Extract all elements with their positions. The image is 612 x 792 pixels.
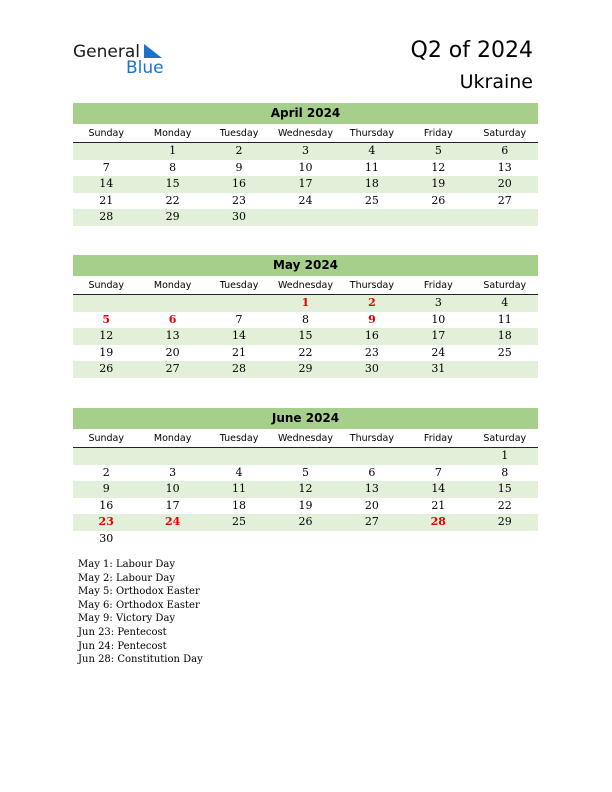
month-header: June 2024 xyxy=(73,408,538,429)
day-cell xyxy=(405,448,471,465)
day-cell: 2 xyxy=(102,465,110,479)
day-cell: 22 xyxy=(298,345,313,359)
day-cell: 7 xyxy=(434,465,442,479)
holiday-note: Jun 28: Constitution Day xyxy=(78,654,203,666)
day-cell: 13 xyxy=(364,482,379,496)
month-calendar-may xyxy=(73,255,538,378)
day-cell: 25 xyxy=(497,345,512,359)
weekday-label: Wednesday xyxy=(277,433,333,444)
day-cell: 10 xyxy=(165,482,180,496)
weekday-label: Saturday xyxy=(483,433,527,444)
weekday-label: Friday xyxy=(423,280,453,291)
day-cell: 23 xyxy=(98,515,114,529)
month-calendar-june xyxy=(73,408,538,548)
day-cell: 5 xyxy=(102,312,111,326)
day-cell: 20 xyxy=(364,498,379,512)
day-cell: 12 xyxy=(431,160,446,174)
weekday-label: Thursday xyxy=(349,280,394,291)
day-cell: 8 xyxy=(169,160,177,174)
day-cell: 28 xyxy=(430,515,446,529)
day-cell: 19 xyxy=(99,345,114,359)
day-cell xyxy=(272,531,338,548)
day-cell: 1 xyxy=(169,144,177,157)
day-cell: 17 xyxy=(431,329,446,343)
day-cell: 8 xyxy=(301,312,309,326)
week-row xyxy=(73,328,538,345)
day-cell: 14 xyxy=(232,329,247,343)
day-cell: 20 xyxy=(497,177,512,191)
weekday-label: Saturday xyxy=(483,128,527,139)
month-header: April 2024 xyxy=(73,103,538,124)
day-cell: 25 xyxy=(364,193,379,207)
day-cell: 17 xyxy=(165,498,180,512)
day-cell xyxy=(139,295,205,312)
day-cell: 17 xyxy=(298,177,313,191)
logo-text-general: General xyxy=(73,42,140,62)
week-row xyxy=(73,531,538,548)
day-cell: 26 xyxy=(431,193,446,207)
day-cell: 24 xyxy=(164,515,181,529)
day-cell: 8 xyxy=(501,465,509,479)
holiday-note: May 5: Orthodox Easter xyxy=(78,586,200,598)
week-row xyxy=(73,498,538,515)
day-cell: 22 xyxy=(497,498,512,512)
day-cell: 6 xyxy=(368,465,376,479)
day-cell xyxy=(472,531,538,548)
week-row xyxy=(73,361,538,378)
day-cell: 7 xyxy=(102,160,110,174)
day-cell: 27 xyxy=(364,515,379,529)
day-cell: 12 xyxy=(298,482,313,496)
day-cell: 12 xyxy=(99,329,114,343)
day-cell: 15 xyxy=(497,482,512,496)
day-cell xyxy=(339,531,405,548)
day-cell: 29 xyxy=(298,362,313,376)
holiday-note: Jun 23: Pentecost xyxy=(78,626,167,638)
logo-flag-icon xyxy=(142,44,164,60)
day-cell: 3 xyxy=(169,465,177,479)
weekday-header-row xyxy=(73,278,538,295)
holiday-note: May 6: Orthodox Easter xyxy=(78,599,200,611)
day-cell: 13 xyxy=(165,329,180,343)
brand-logo xyxy=(73,42,173,78)
day-cell: 4 xyxy=(501,296,509,309)
day-cell: 26 xyxy=(99,362,114,376)
week-row xyxy=(73,176,538,193)
day-cell: 27 xyxy=(497,193,512,207)
day-cell: 30 xyxy=(364,362,379,376)
weekday-label: Sunday xyxy=(88,128,124,139)
day-cell: 19 xyxy=(298,498,313,512)
weekday-label: Monday xyxy=(153,128,192,139)
day-cell xyxy=(339,448,405,465)
day-cell xyxy=(472,209,538,226)
day-cell xyxy=(73,143,139,160)
day-cell: 10 xyxy=(298,160,313,174)
day-cell: 13 xyxy=(497,160,512,174)
week-row xyxy=(73,143,538,160)
day-cell: 21 xyxy=(232,345,247,359)
week-row xyxy=(73,514,538,531)
day-cell: 24 xyxy=(298,193,313,207)
holiday-notes xyxy=(78,558,203,667)
day-cell: 21 xyxy=(99,193,114,207)
weekday-label: Wednesday xyxy=(277,128,333,139)
day-cell: 30 xyxy=(99,531,114,545)
day-cell: 6 xyxy=(501,144,509,157)
logo-text-blue: Blue xyxy=(126,58,164,78)
day-cell: 25 xyxy=(232,515,247,529)
weekday-header-row xyxy=(73,126,538,143)
day-cell: 2 xyxy=(368,296,376,309)
week-row xyxy=(73,345,538,362)
day-cell: 26 xyxy=(298,515,313,529)
day-cell: 2 xyxy=(235,144,243,157)
day-cell: 28 xyxy=(99,210,114,224)
holiday-note: Jun 24: Pentecost xyxy=(78,640,167,652)
week-row xyxy=(73,193,538,210)
day-cell: 18 xyxy=(232,498,247,512)
day-cell: 6 xyxy=(168,312,177,326)
day-cell: 21 xyxy=(431,498,446,512)
holiday-note: May 9: Victory Day xyxy=(78,613,176,625)
day-cell: 11 xyxy=(232,482,247,496)
holiday-note: May 2: Labour Day xyxy=(78,572,175,584)
day-cell: 23 xyxy=(232,193,247,207)
week-row xyxy=(73,481,538,498)
day-cell: 1 xyxy=(501,449,509,462)
day-cell xyxy=(206,295,272,312)
day-cell: 18 xyxy=(364,177,379,191)
day-cell xyxy=(73,295,139,312)
day-cell: 18 xyxy=(497,329,512,343)
day-cell: 5 xyxy=(301,465,309,479)
weekday-label: Thursday xyxy=(349,433,394,444)
day-cell xyxy=(405,531,471,548)
weekday-label: Tuesday xyxy=(219,128,259,139)
day-cell: 7 xyxy=(235,312,243,326)
weekday-header-row xyxy=(73,431,538,448)
day-cell: 23 xyxy=(364,345,379,359)
week-row xyxy=(73,465,538,482)
day-cell: 15 xyxy=(298,329,313,343)
day-cell xyxy=(472,361,538,378)
day-cell: 22 xyxy=(165,193,180,207)
day-cell: 10 xyxy=(431,312,446,326)
day-cell xyxy=(405,209,471,226)
day-cell: 27 xyxy=(165,362,180,376)
weekday-label: Friday xyxy=(423,128,453,139)
week-row xyxy=(73,209,538,226)
week-row xyxy=(73,312,538,329)
week-row xyxy=(73,448,538,465)
day-cell: 24 xyxy=(431,345,446,359)
day-cell: 15 xyxy=(165,177,180,191)
day-cell: 4 xyxy=(235,465,243,479)
week-row xyxy=(73,295,538,312)
holiday-note: May 1: Labour Day xyxy=(78,559,175,570)
day-cell: 9 xyxy=(102,482,110,496)
weekday-label: Tuesday xyxy=(219,433,259,444)
weekday-label: Tuesday xyxy=(219,280,259,291)
day-cell: 9 xyxy=(235,160,243,174)
weekday-label: Monday xyxy=(153,280,192,291)
day-cell: 16 xyxy=(364,329,379,343)
day-cell xyxy=(139,448,205,465)
weekday-label: Thursday xyxy=(349,128,394,139)
day-cell: 14 xyxy=(99,177,114,191)
day-cell xyxy=(272,209,338,226)
day-cell: 3 xyxy=(434,296,442,309)
weekday-label: Friday xyxy=(423,433,453,444)
day-cell: 9 xyxy=(368,312,376,326)
day-cell: 14 xyxy=(431,482,446,496)
day-cell xyxy=(139,531,205,548)
weekday-label: Sunday xyxy=(88,280,124,291)
day-cell: 1 xyxy=(301,296,310,309)
day-cell: 29 xyxy=(165,210,180,224)
day-cell: 5 xyxy=(434,144,442,157)
day-cell: 30 xyxy=(232,210,247,224)
week-row xyxy=(73,160,538,177)
day-cell: 11 xyxy=(497,312,512,326)
day-cell: 28 xyxy=(232,362,247,376)
day-cell: 4 xyxy=(368,144,376,157)
weekday-label: Sunday xyxy=(88,433,124,444)
month-calendar-april xyxy=(73,103,538,226)
day-cell: 16 xyxy=(99,498,114,512)
month-header: May 2024 xyxy=(73,255,538,276)
day-cell: 31 xyxy=(431,362,446,376)
day-cell: 16 xyxy=(232,177,247,191)
day-cell xyxy=(206,531,272,548)
day-cell: 11 xyxy=(364,160,379,174)
day-cell xyxy=(339,209,405,226)
day-cell: 3 xyxy=(301,144,309,157)
day-cell: 19 xyxy=(431,177,446,191)
day-cell: 29 xyxy=(497,515,512,529)
day-cell xyxy=(272,448,338,465)
weekday-label: Saturday xyxy=(483,280,527,291)
day-cell: 20 xyxy=(165,345,180,359)
page-title: Q2 of 2024 xyxy=(410,38,533,63)
country-name: Ukraine xyxy=(459,71,533,93)
weekday-label: Monday xyxy=(153,433,192,444)
weekday-label: Wednesday xyxy=(277,280,333,291)
day-cell xyxy=(206,448,272,465)
day-cell xyxy=(73,448,139,465)
